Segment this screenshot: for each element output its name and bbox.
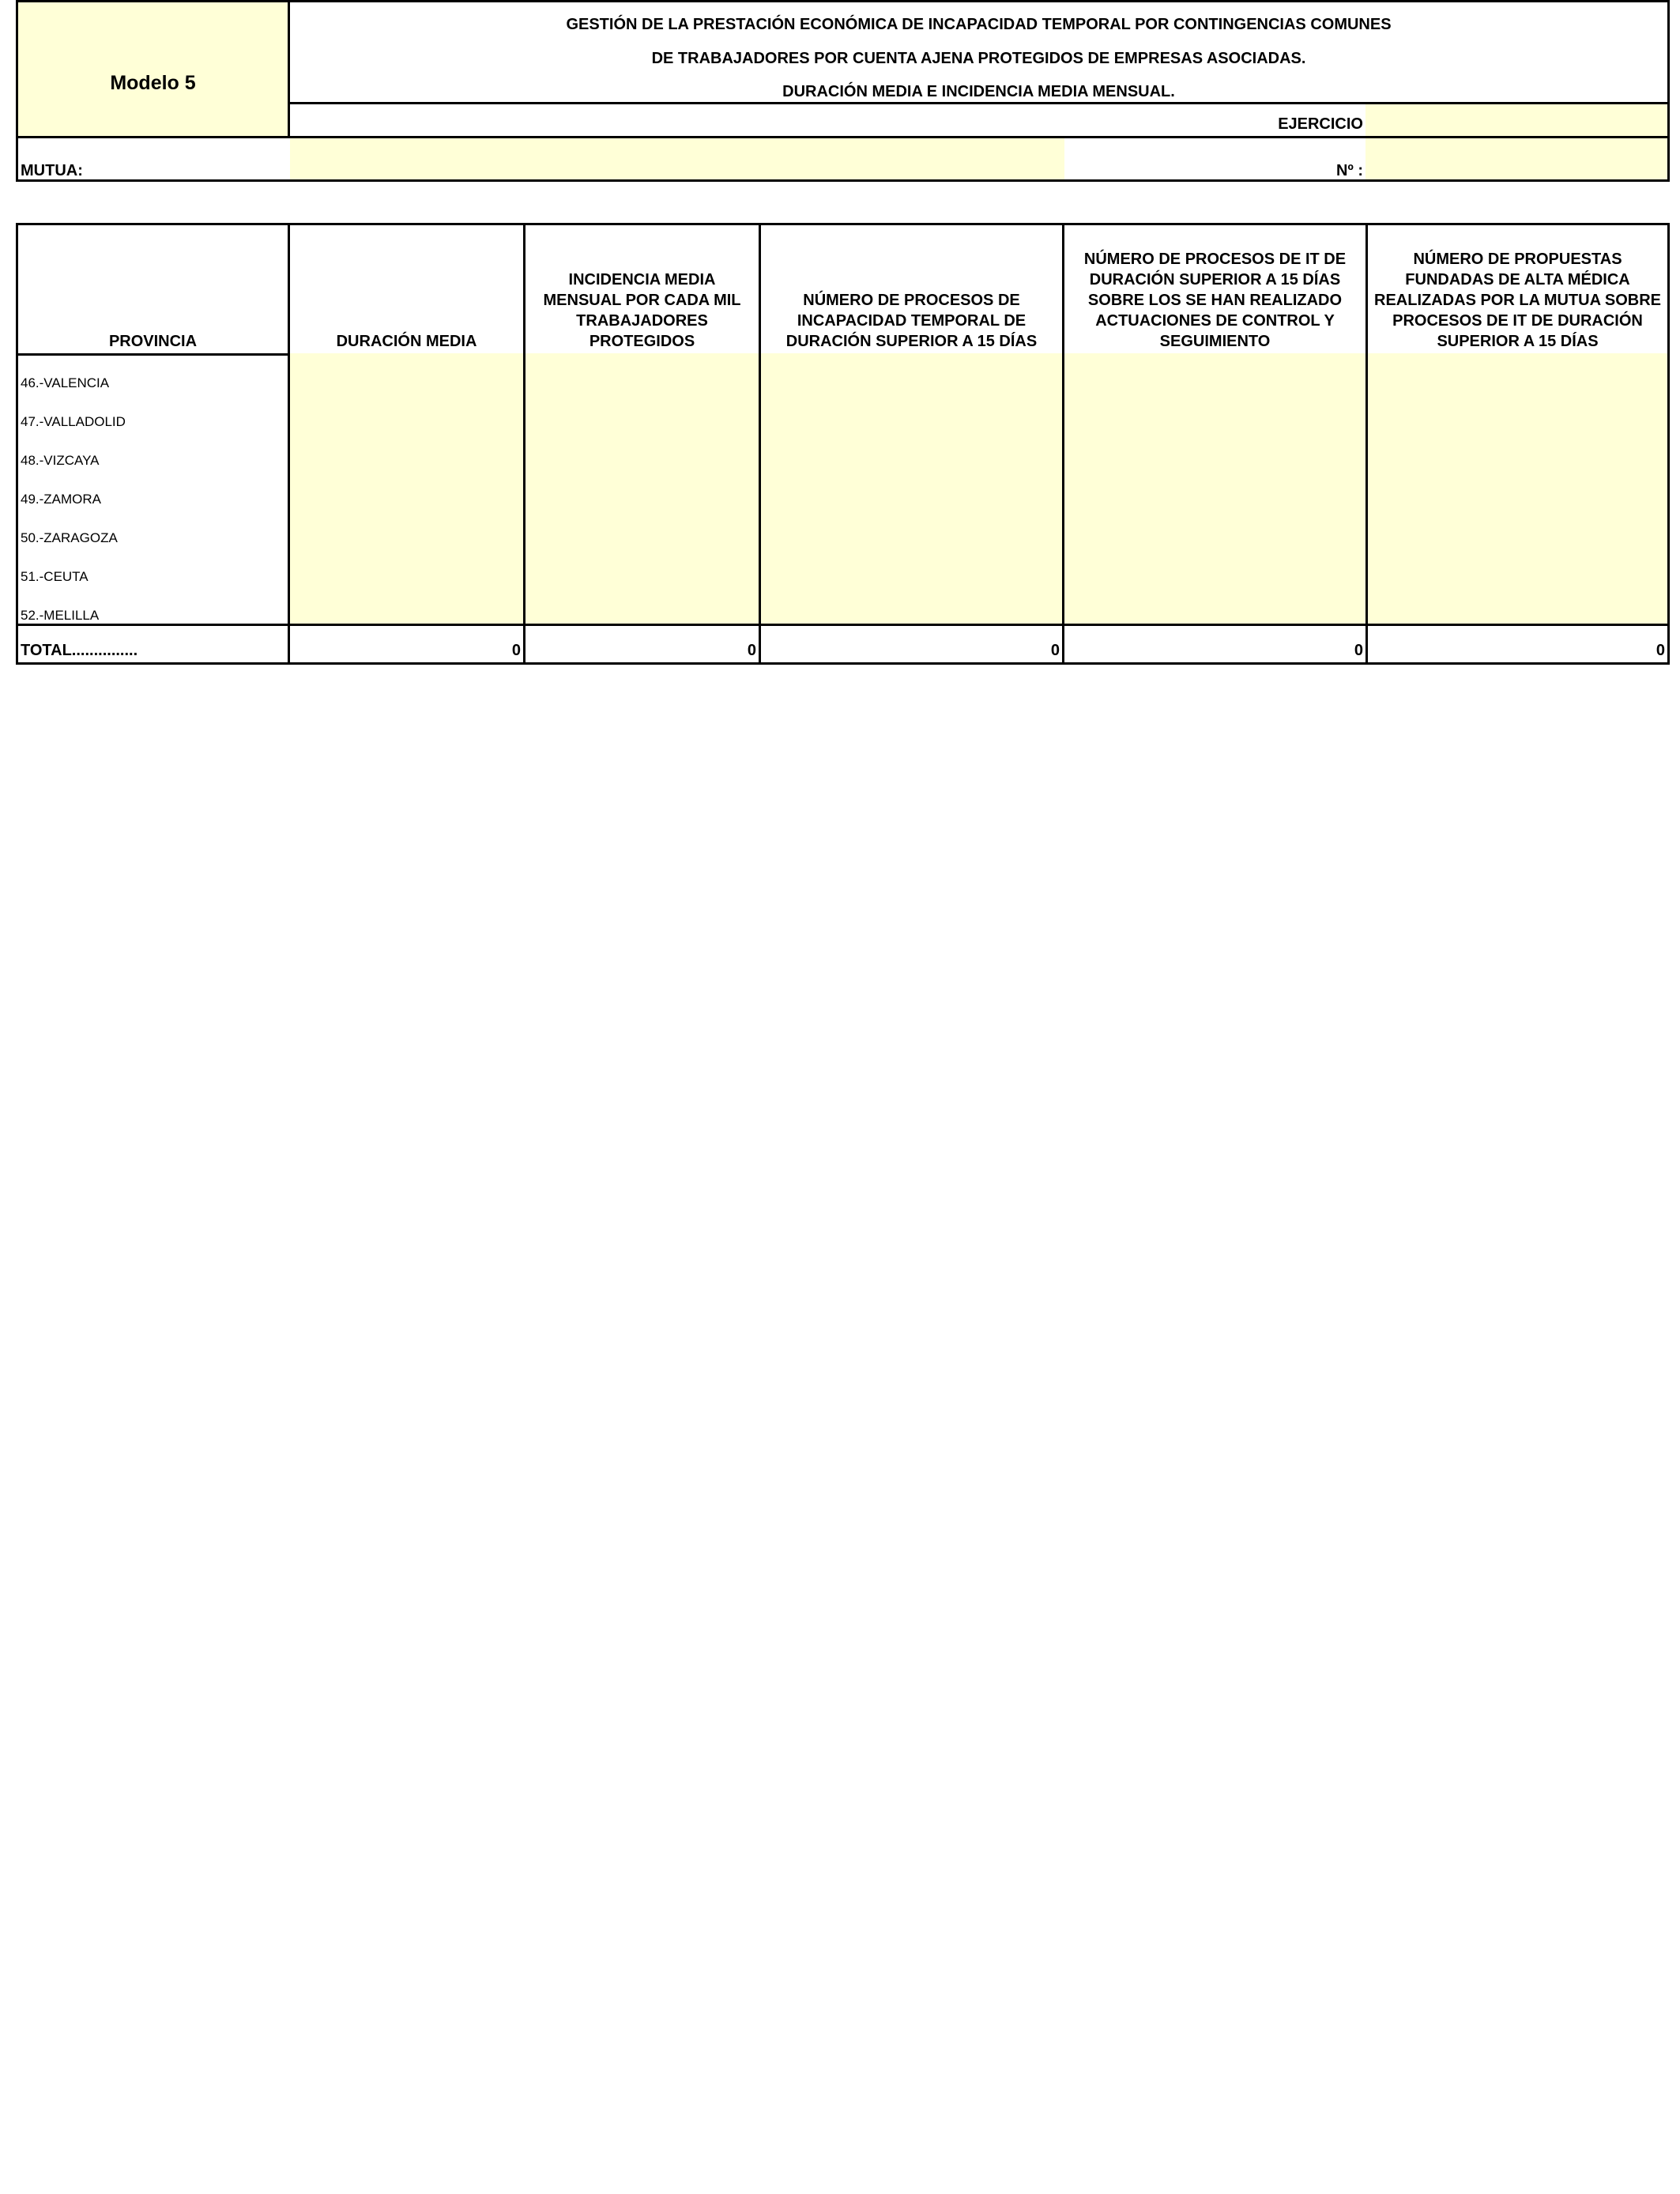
control-seguimiento-input-area[interactable]	[1062, 353, 1368, 626]
list-item: 50.-ZARAGOZA	[21, 530, 118, 545]
list-item: 51.-CEUTA	[21, 569, 89, 584]
column-header-incidencia-media: INCIDENCIA MEDIA MENSUAL POR CADA MIL TRABAJADORES PROTEGIDOS	[523, 223, 761, 356]
list-item: 46.-VALENCIA	[21, 375, 110, 390]
procesos-15-dias-input-area[interactable]	[759, 353, 1064, 626]
total-label: TOTAL...............	[21, 642, 138, 659]
mutua-label: MUTUA:	[21, 162, 83, 179]
total-duracion-media	[288, 624, 525, 665]
total-value: 0	[747, 642, 756, 659]
total-procesos-15-dias	[759, 624, 1064, 665]
total-incidencia-media	[523, 624, 761, 665]
column-header-provincia: PROVINCIA	[16, 223, 290, 356]
list-item: 48.-VIZCAYA	[21, 453, 100, 468]
duracion-media-input-area[interactable]	[288, 353, 525, 626]
ejercicio-label: EJERCICIO	[1278, 115, 1363, 133]
form-title-box	[288, 0, 1670, 104]
total-control-seguimiento	[1062, 624, 1368, 665]
provincia-column	[16, 353, 290, 626]
list-item: 52.-MELILLA	[21, 608, 100, 623]
column-header-propuestas-alta: NÚMERO DE PROPUESTAS FUNDADAS DE ALTA MÉDICA REALIZADAS POR LA MUTUA SOBRE PROCESOS DE IT DE DURACIÓN SUPERIOR A 15 DÍAS	[1365, 223, 1670, 356]
column-header-control-seguimiento: NÚMERO DE PROCESOS DE IT DE DURACIÓN SUPERIOR A 15 DÍAS SOBRE LOS SE HAN REALIZADO ACTUACIONES DE CONTROL Y SEGUIMIENTO	[1062, 223, 1368, 356]
model-label-box	[16, 0, 290, 138]
list-item: 47.-VALLADOLID	[21, 414, 126, 429]
total-propuestas-alta	[1365, 624, 1670, 665]
mutua-field[interactable]	[290, 138, 1064, 179]
numero-field[interactable]	[1365, 138, 1667, 179]
total-value: 0	[1354, 642, 1363, 659]
total-value: 0	[1050, 642, 1060, 659]
form-title-line-3: DURACIÓN MEDIA E INCIDENCIA MEDIA MENSUAL.	[782, 83, 1175, 100]
mutua-row	[16, 136, 1670, 182]
total-label-cell	[16, 624, 290, 665]
total-value: 0	[1656, 642, 1665, 659]
numero-label: Nº :	[1336, 162, 1363, 179]
column-header-duracion-media: DURACIÓN MEDIA	[288, 223, 525, 356]
ejercicio-field[interactable]	[1365, 104, 1667, 136]
total-value: 0	[511, 642, 521, 659]
propuestas-alta-input-area[interactable]	[1365, 353, 1670, 626]
model-label: Modelo 5	[110, 72, 196, 94]
ejercicio-row	[288, 102, 1670, 138]
column-header-procesos-15-dias: NÚMERO DE PROCESOS DE INCAPACIDAD TEMPORAL DE DURACIÓN SUPERIOR A 15 DÍAS	[759, 223, 1064, 356]
form-title-line-2: DE TRABAJADORES POR CUENTA AJENA PROTEGIDOS DE EMPRESAS ASOCIADAS.	[651, 50, 1306, 67]
form-title-line-1: GESTIÓN DE LA PRESTACIÓN ECONÓMICA DE INCAPACIDAD TEMPORAL POR CONTINGENCIAS COMUNES	[566, 16, 1392, 33]
list-item: 49.-ZAMORA	[21, 492, 102, 507]
incidencia-media-input-area[interactable]	[523, 353, 761, 626]
